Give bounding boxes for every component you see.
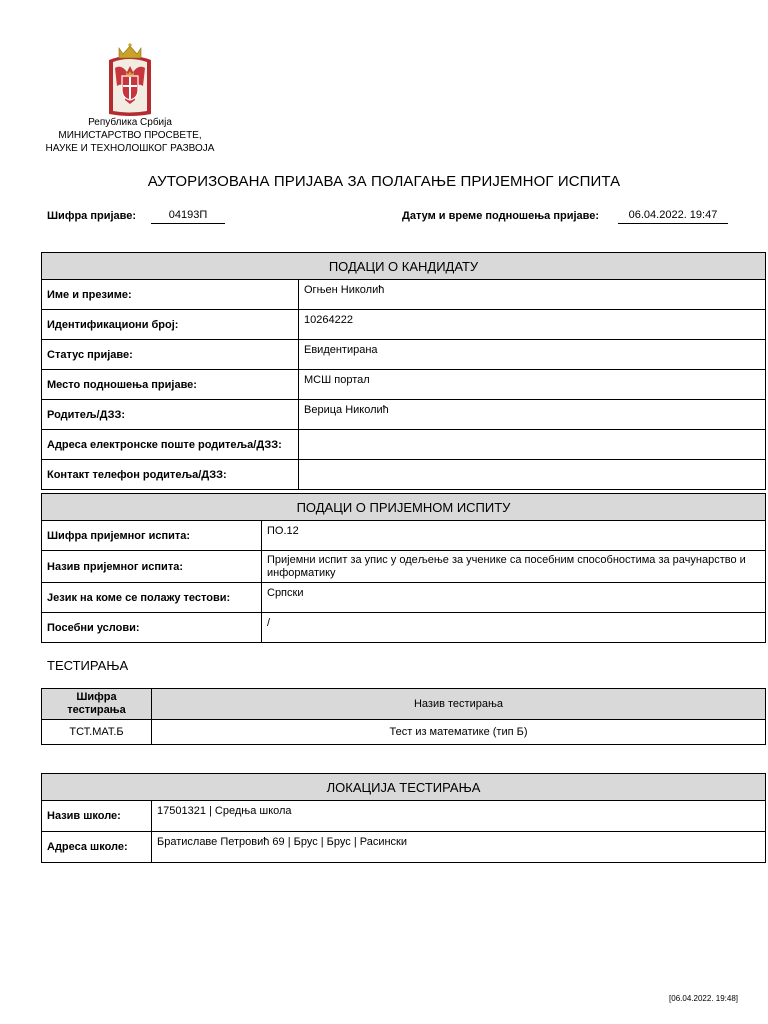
location-table [41, 773, 766, 863]
table-row [42, 720, 766, 745]
table-row [42, 583, 766, 613]
exam-language: Српски [262, 583, 766, 613]
school-address: Братиславе Петровић 69 | Брус | Брус | Расински [152, 832, 766, 863]
testing-code: ТСТ.МАТ.Б [42, 720, 152, 745]
candidate-table [41, 252, 766, 490]
parent-email [299, 430, 766, 460]
row-label: Назив школе: [42, 801, 152, 832]
testing-code-header: Шифра тестирања [42, 689, 152, 720]
school-name: 17501321 | Средња школа [152, 801, 766, 832]
table-row [42, 521, 766, 551]
row-label: Место подношења пријаве: [42, 370, 299, 400]
ministry-name-line-2: НАУКЕ И ТЕХНОЛОШКОГ РАЗВОЈА [45, 143, 215, 154]
submission-place: МСШ портал [299, 370, 766, 400]
testing-section-title: ТЕСТИРАЊА [47, 658, 129, 673]
table-row [42, 832, 766, 863]
row-label: Адреса школе: [42, 832, 152, 863]
row-label: Идентификациони број: [42, 310, 299, 340]
location-section-title: ЛОКАЦИЈА ТЕСТИРАЊА [42, 774, 766, 801]
testing-name: Тест из математике (тип Б) [152, 720, 766, 745]
table-row [42, 460, 766, 490]
row-label: Адреса електронске поште родитеља/ДЗЗ: [42, 430, 299, 460]
testing-name-header: Назив тестирања [152, 689, 766, 720]
table-row [42, 613, 766, 643]
table-row [42, 340, 766, 370]
ministry-name-line-1: МИНИСТАРСТВО ПРОСВЕТЕ, [58, 130, 202, 141]
row-label: Шифра пријемног испита: [42, 521, 262, 551]
row-label: Посебни услови: [42, 613, 262, 643]
table-row [42, 310, 766, 340]
candidate-full-name: Огњен Николић [299, 280, 766, 310]
serbian-coat-of-arms-icon [105, 42, 155, 118]
testing-table [41, 688, 766, 745]
row-label: Име и презиме: [42, 280, 299, 310]
row-label: Контакт телефон родитеља/ДЗЗ: [42, 460, 299, 490]
parent-phone [299, 460, 766, 490]
ministry-block [30, 116, 230, 155]
table-row [42, 370, 766, 400]
candidate-section-title: ПОДАЦИ О КАНДИДАТУ [42, 253, 766, 280]
row-label: Родитељ/ДЗЗ: [42, 400, 299, 430]
table-row [42, 430, 766, 460]
application-code-label: Шифра пријаве: [47, 210, 137, 222]
parent-name: Верица Николић [299, 400, 766, 430]
table-row [42, 551, 766, 583]
application-status: Евидентирана [299, 340, 766, 370]
exam-table [41, 493, 766, 643]
candidate-id-number: 10264222 [299, 310, 766, 340]
exam-name: Пријемни испит за упис у одељење за ученике са посебним способностима за рачунарство и информатику [262, 551, 766, 583]
special-conditions: / [262, 613, 766, 643]
row-label: Назив пријемног испита: [42, 551, 262, 583]
country-name: Република Србија [88, 117, 172, 128]
exam-code: ПО.12 [262, 521, 766, 551]
print-timestamp: [06.04.2022. 19:48] [669, 994, 738, 1003]
table-row [42, 801, 766, 832]
exam-section-title: ПОДАЦИ О ПРИЈЕМНОМ ИСПИТУ [42, 494, 766, 521]
row-label: Статус пријаве: [42, 340, 299, 370]
submission-date-value: 06.04.2022. 19:47 [618, 209, 728, 224]
application-code-value: 04193П [151, 209, 225, 224]
submission-date-label: Датум и време подношења пријаве: [402, 210, 600, 222]
table-row [42, 400, 766, 430]
document-title: АУТОРИЗОВАНА ПРИЈАВА ЗА ПОЛАГАЊЕ ПРИЈЕМНОГ ИСПИТА [147, 173, 621, 190]
row-label: Језик на коме се полажу тестови: [42, 583, 262, 613]
table-row [42, 280, 766, 310]
